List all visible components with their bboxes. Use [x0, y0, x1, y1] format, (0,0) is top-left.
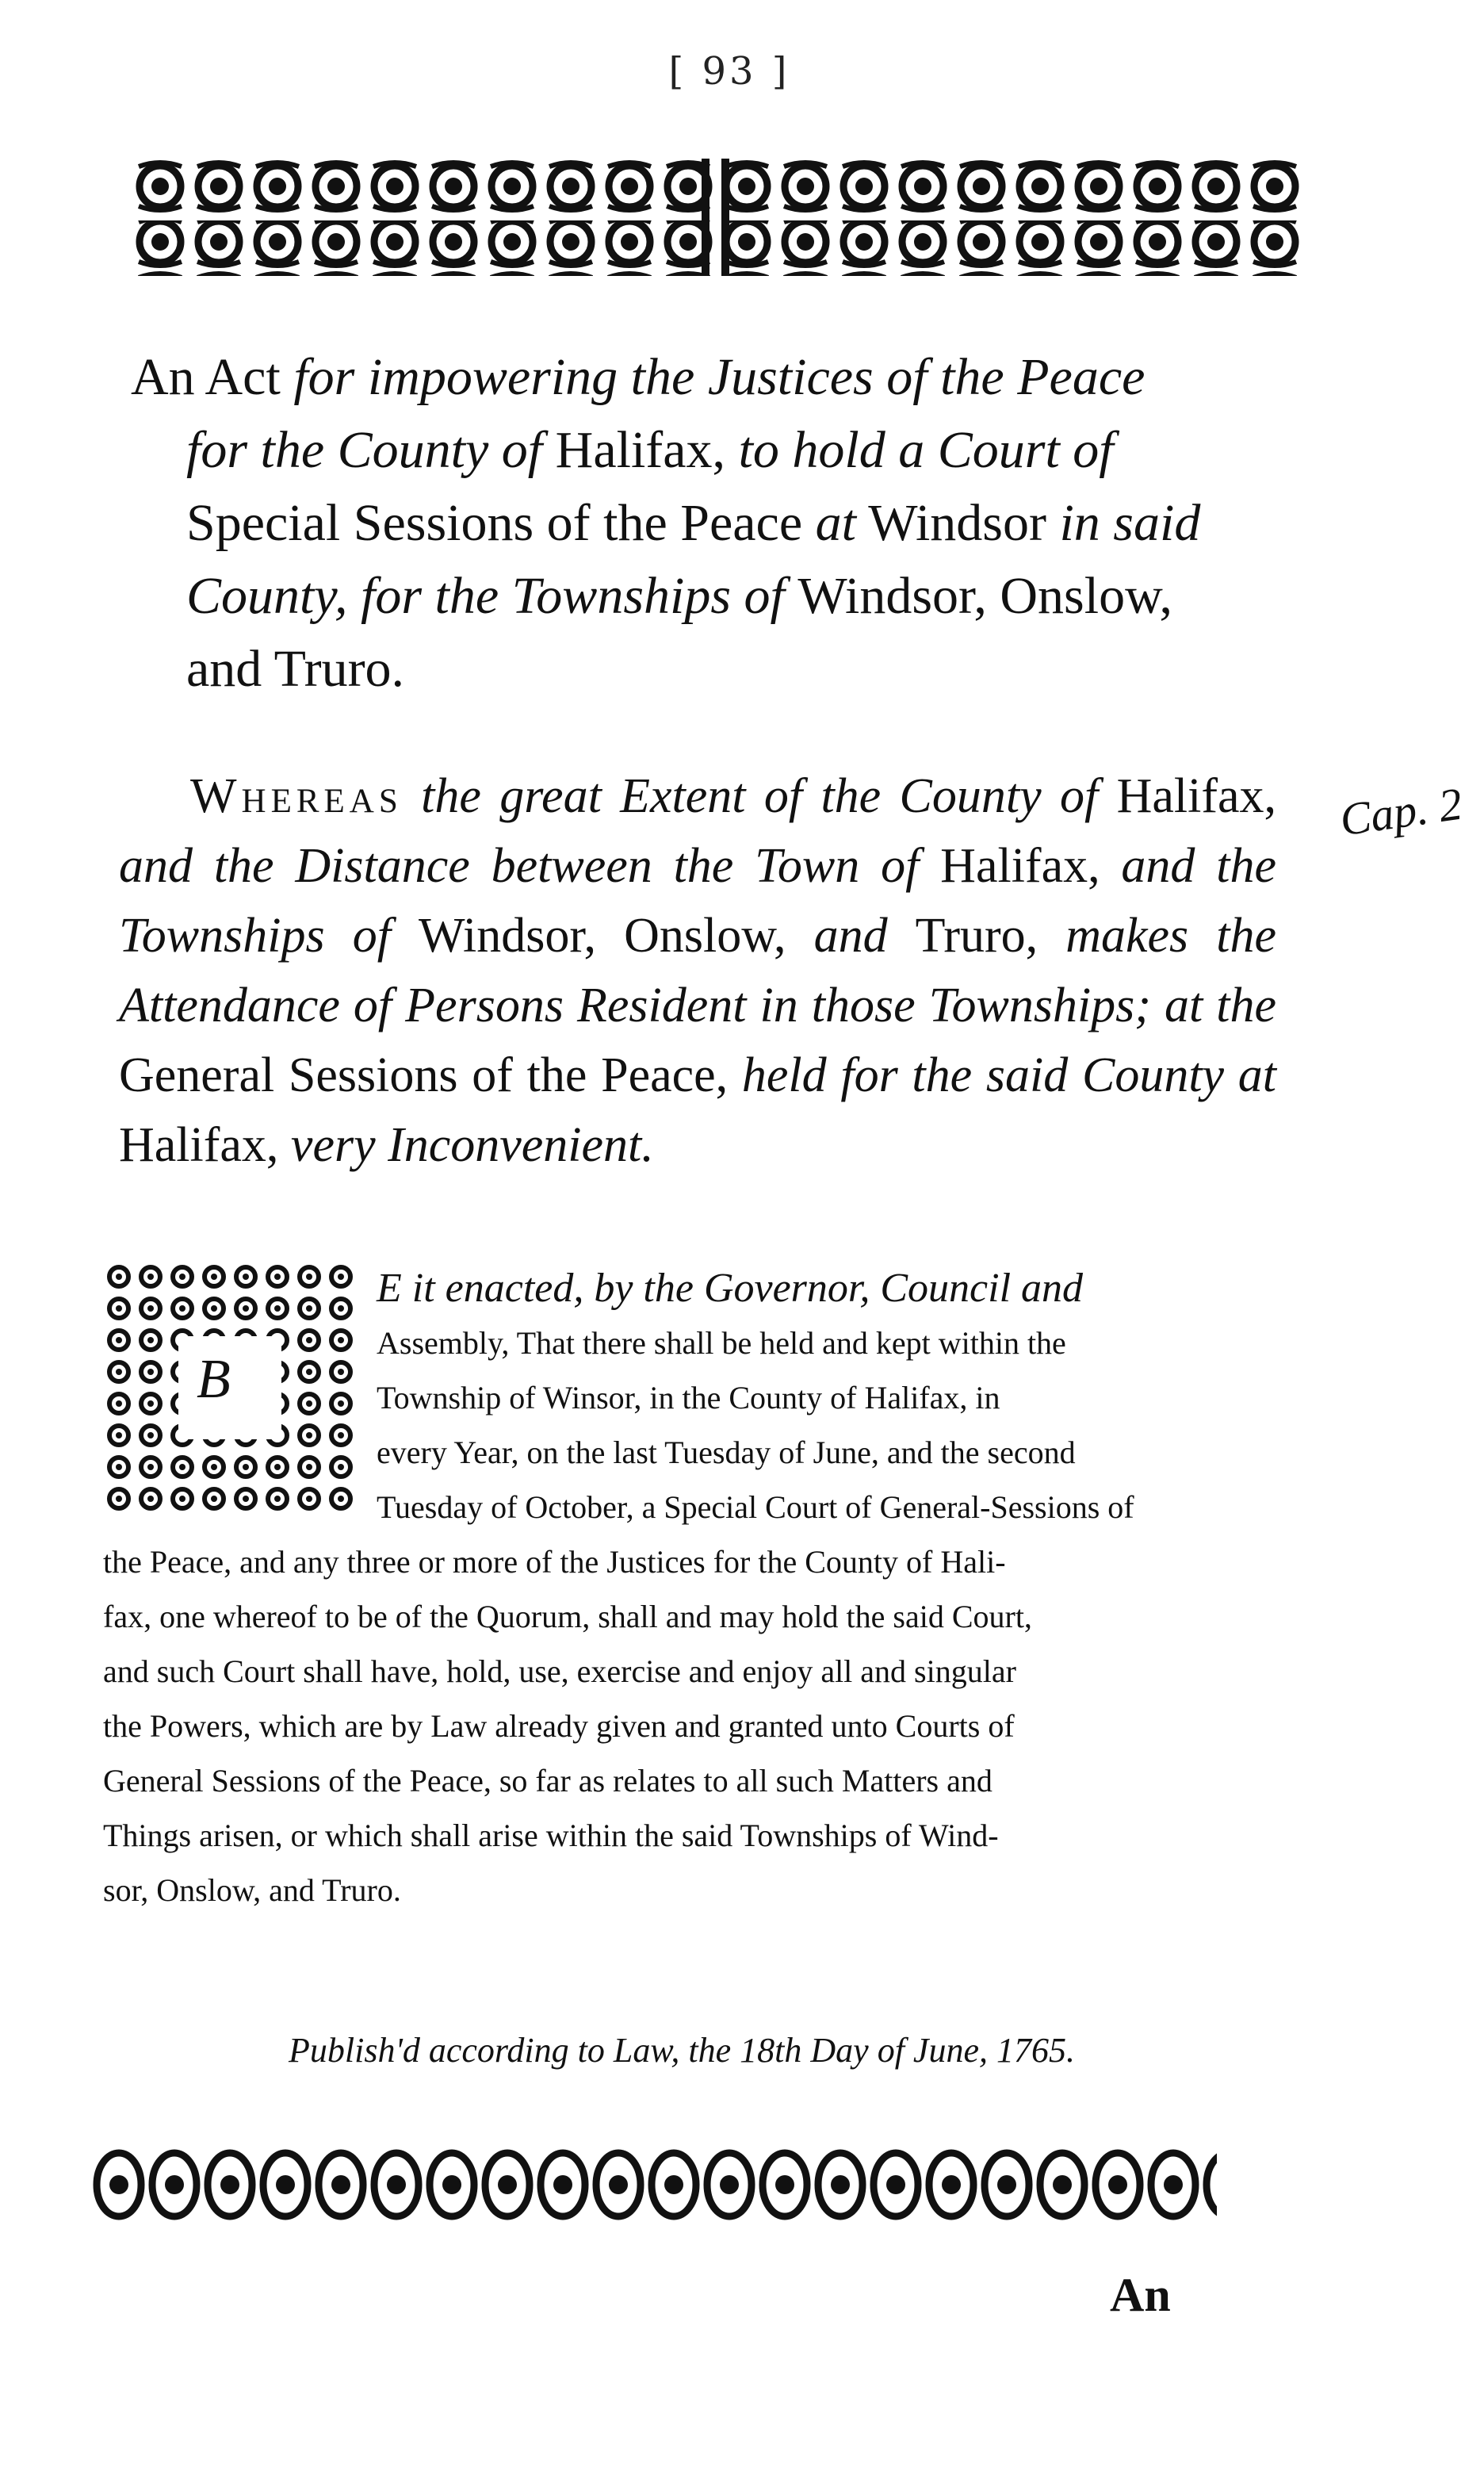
preamble-text: held for the said County at [728, 1048, 1277, 1102]
preamble-place: Truro, [915, 909, 1038, 963]
preamble-paragraph [119, 761, 1276, 1180]
title-at: at [815, 494, 856, 552]
title-act-label: An Act [131, 348, 281, 406]
preamble-place: Halifax, [119, 1118, 279, 1172]
title-line4-italic: County, for the Townships of [186, 567, 798, 625]
bottom-ornament-band [91, 2141, 1217, 2236]
title-windsor: Windsor [856, 494, 1060, 552]
title-line2-italic: for the County of [186, 421, 556, 479]
title-in-said: in said [1059, 494, 1201, 552]
top-ornament-band [131, 159, 1304, 278]
enactment-line: Tuesday of October, a Special Court of General-Sessions of [377, 1489, 1134, 1525]
enactment-line: General Sessions of the Peace, so far as relates to all such Matters and [103, 1763, 993, 1799]
preamble-place: General Sessions [119, 1048, 458, 1102]
enactment-line: sor, Onslow, and Truro. [103, 1872, 401, 1908]
preamble-text: makes the Attendance of Persons Resident in those Townships; at the [119, 909, 1277, 1032]
preamble-text: of the [457, 1048, 602, 1102]
act-title [131, 341, 1304, 706]
drop-cap-letter: B [197, 1349, 231, 1410]
preamble-text: the great Extent of the County of [402, 769, 1117, 823]
title-line1-italic: for impowering the Justices of the Peace [280, 348, 1146, 406]
enactment-paragraph [95, 1261, 1268, 1917]
preamble-text: and the Townships of [119, 839, 1276, 963]
title-townships: Windsor, Onslow, [797, 567, 1172, 625]
title-truro: and Truro. [186, 640, 405, 698]
enactment-line: Things arisen, or which shall arise within the said Townships of Wind- [103, 1818, 999, 1853]
enactment-line: fax, one whereof to be of the Quorum, shall and may hold the said Court, [103, 1599, 1032, 1634]
preamble-place: Peace, [601, 1048, 729, 1102]
preamble-place: Halifax, [1116, 769, 1276, 823]
enactment-line: Township of Winsor, in the County of Halifax, in [377, 1380, 1000, 1415]
preamble-place: Halifax, [940, 839, 1100, 893]
enactment-line: and such Court shall have, hold, use, exercise and enjoy all and singular [103, 1653, 1016, 1689]
preamble-place: Windsor, Onslow, [419, 909, 786, 963]
preamble-opening-word: Whereas [190, 769, 403, 823]
catchword: An [1110, 2269, 1171, 2321]
publication-line: Publish'd according to Law, the 18th Day of June, 1765. [289, 2031, 1075, 2070]
enactment-line: the Peace, and any three or more of the Justices for the County of Hali- [103, 1544, 1006, 1580]
title-halifax: Halifax, [555, 421, 726, 479]
preamble-text: and the Distance between the Town of [119, 839, 941, 893]
preamble-text: very Inconvenient. [278, 1118, 654, 1172]
enactment-line: the Powers, which are by Law already given and granted unto Courts of [103, 1708, 1015, 1744]
marginal-chapter-note: Cap. 2 [1337, 777, 1466, 846]
title-line2-italic-b: to hold a Court of [725, 421, 1114, 479]
title-special-sessions: Special Sessions of the Peace [186, 494, 816, 552]
page-number: [ 93 ] [668, 49, 790, 94]
enactment-line: Assembly, That there shall be held and kept within the [377, 1325, 1066, 1361]
enactment-line: every Year, on the last Tuesday of June, and the second [377, 1435, 1076, 1470]
enactment-line: E it enacted, by the Governor, Council and [377, 1266, 1084, 1311]
preamble-text: and [786, 909, 916, 963]
